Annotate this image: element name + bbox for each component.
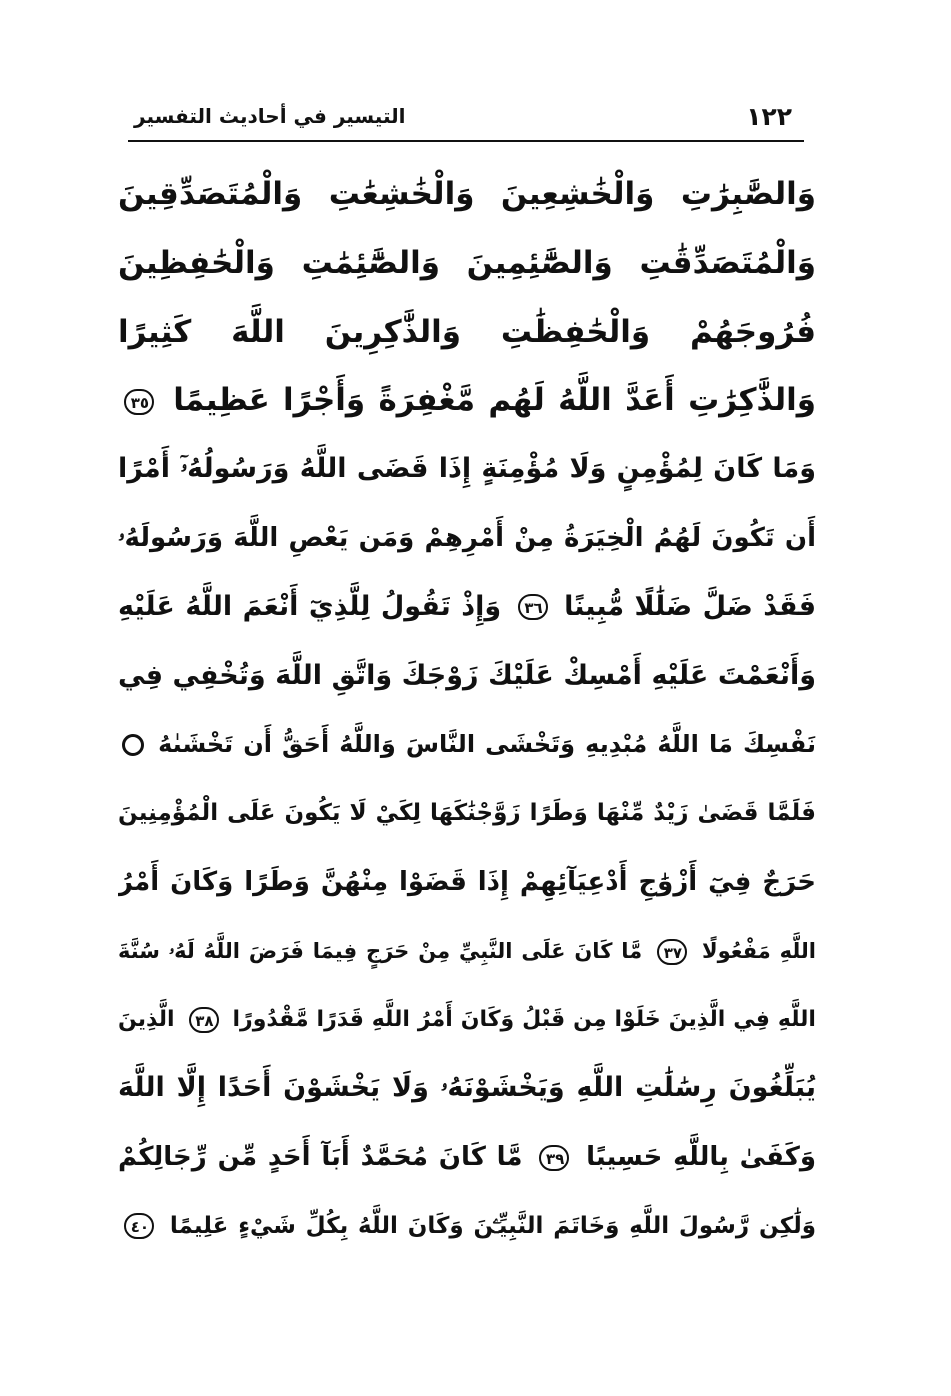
- section-end-circle-icon: [122, 734, 144, 756]
- verse-text: وَمَا كَانَ لِمُؤْمِنٍ وَلَا مُؤْمِنَةٍ إِذَا قَضَى اللَّهُ وَرَسُولُهُۥٓ أَمْرًا: [118, 453, 816, 485]
- book-title: التيسير في أحاديث التفسير: [134, 104, 406, 128]
- verse-text: يُبَلِّغُونَ رِسَٰلَٰتِ اللَّهِ وَيَخْشَوْنَهُۥ وَلَا يَخْشَوْنَ أَحَدًا إِلَّا اللَّهَ: [118, 1072, 816, 1104]
- verse-text: مَّا كَانَ عَلَى النَّبِيِّ مِنْ حَرَجٍ فِيمَا فَرَضَ اللَّهُ لَهُۥ سُنَّةَ: [118, 938, 643, 963]
- text-line: [118, 986, 816, 1055]
- verse-text: وَلَٰكِن رَّسُولَ اللَّهِ وَخَاتَمَ النَّبِيِّـۧنَ وَكَانَ اللَّهُ بِكُلِّ شَيْءٍ عَلِيمًا: [169, 1212, 816, 1239]
- quran-text-block: [118, 160, 816, 1261]
- text-line: [118, 848, 816, 917]
- verse-text: فَلَمَّا قَضَىٰ زَيْدٌ مِّنْهَا وَطَرًا زَوَّجْنَٰكَهَا لِكَيْ لَا يَكُونَ عَلَى الْمُؤْمِنِينَ: [118, 800, 816, 827]
- text-line: [118, 642, 816, 711]
- verse-number-marker: ٣٨: [189, 1007, 219, 1033]
- text-line: [118, 160, 816, 229]
- verse-text: الَّذِينَ: [118, 1006, 175, 1032]
- verse-number-marker: ٣٧: [657, 939, 687, 965]
- header-divider: [128, 140, 804, 142]
- text-line: [118, 366, 816, 435]
- text-line: [118, 917, 816, 986]
- verse-text: وَالصَّٰبِرَٰتِ وَالْخَٰشِعِينَ وَالْخَٰشِعَٰتِ وَالْمُتَصَدِّقِينَ: [118, 176, 816, 212]
- verse-text: وَكَفَىٰ بِاللَّهِ حَسِيبًا: [586, 1142, 816, 1173]
- verse-number-marker: ٤٠: [124, 1213, 154, 1239]
- text-line: [118, 229, 816, 298]
- verse-number-marker: ٣٦: [518, 594, 548, 620]
- text-line: [118, 573, 816, 642]
- verse-text: نَفْسِكَ مَا اللَّهُ مُبْدِيهِ وَتَخْشَى النَّاسَ وَاللَّهُ أَحَقُّ أَن تَخْشَىٰهُ: [158, 730, 816, 759]
- verse-number-marker: ٣٩: [539, 1145, 569, 1171]
- text-line: [118, 1192, 816, 1261]
- verse-text: مَّا كَانَ مُحَمَّدٌ أَبَآ أَحَدٍ مِّن رِّجَالِكُمْ: [118, 1142, 523, 1173]
- verse-text: اللَّهِ فِي الَّذِينَ خَلَوْا مِن قَبْلُ وَكَانَ أَمْرُ اللَّهِ قَدَرًا مَّقْدُورًا: [232, 1006, 816, 1032]
- verse-text: فُرُوجَهُمْ وَالْحَٰفِظَٰتِ وَالذَّٰكِرِينَ اللَّهَ كَثِيرًا: [118, 313, 816, 350]
- verse-text: فَقَدْ ضَلَّ ضَلَٰلًا مُّبِينًا: [564, 590, 816, 622]
- verse-text: وَالْمُتَصَدِّقَٰتِ وَالصَّٰٓئِمِينَ وَالصَّٰٓئِمَٰتِ وَالْحَٰفِظِينَ: [118, 244, 816, 281]
- verse-text: أَن تَكُونَ لَهُمُ الْخِيَرَةُ مِنْ أَمْرِهِمْ وَمَن يَعْصِ اللَّهَ وَرَسُولَهُۥ: [118, 522, 816, 553]
- page-header: [128, 100, 804, 142]
- page-number: ١٢٢: [746, 102, 792, 131]
- text-line: [118, 1123, 816, 1192]
- text-line: [118, 1054, 816, 1123]
- text-line: [118, 504, 816, 573]
- text-line: [118, 779, 816, 848]
- text-line: [118, 298, 816, 367]
- verse-text: وَإِذْ تَقُولُ لِلَّذِيٓ أَنْعَمَ اللَّهُ عَلَيْهِ: [118, 590, 502, 622]
- verse-text: وَالذَّٰكِرَٰتِ أَعَدَّ اللَّهُ لَهُم مَّغْفِرَةً وَأَجْرًا عَظِيمًا: [173, 382, 816, 419]
- verse-number-marker: ٣٥: [124, 389, 154, 415]
- verse-text: وَأَنْعَمْتَ عَلَيْهِ أَمْسِكْ عَلَيْكَ زَوْجَكَ وَاتَّقِ اللَّهَ وَتُخْفِي فِي: [118, 659, 816, 691]
- verse-text: حَرَجٌ فِيٓ أَزْوَٰجِ أَدْعِيَآئِهِمْ إِذَا قَضَوْا مِنْهُنَّ وَطَرًا وَكَانَ أَمْرُ: [118, 866, 816, 897]
- text-line: [118, 710, 816, 779]
- verse-text: اللَّهِ مَفْعُولًا: [701, 938, 816, 963]
- text-line: [118, 435, 816, 504]
